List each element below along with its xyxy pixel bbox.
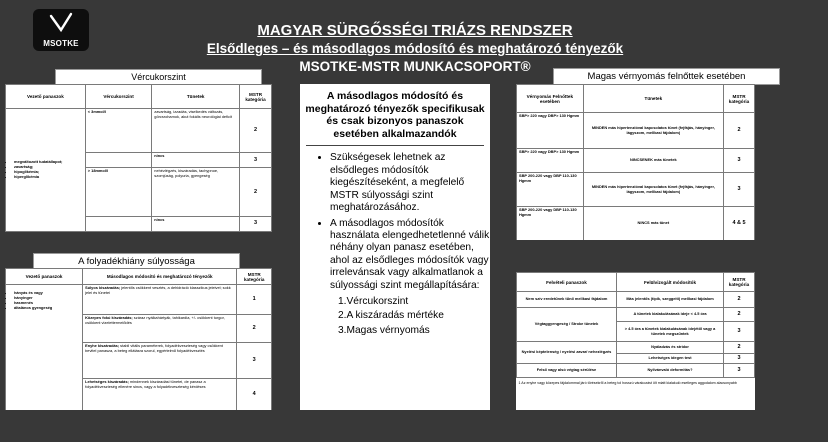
category-cell: 3	[724, 354, 755, 364]
symptom-cell: nincs	[152, 153, 240, 168]
blood-sugar-table	[5, 84, 272, 232]
bullet-text: • A másodlagos módosítók használata elengedhetetlenné válik néhány olyan panasz esetében, ahol az elsődleges módosítók vagy irrelevánsak vagy alkalmatlanok a súlyossági szint megállapítására:	[330, 218, 490, 293]
bp-cell: SBP 200-220 vagy DBP 110-130 Hgmm	[517, 207, 584, 241]
category-cell: 2	[724, 308, 755, 322]
level-cell	[85, 153, 152, 168]
level-cell: < 3mmol/l	[85, 109, 152, 153]
category-cell: 1	[237, 285, 272, 315]
list-item: • hipoglikémia;	[14, 170, 83, 175]
header-cell: Vezető panaszok	[6, 269, 83, 285]
modifier-cell: Lehetséges idegen test	[616, 354, 723, 364]
logo-text: MSOTKE	[43, 39, 79, 48]
divider	[306, 145, 484, 146]
complaint-cell: Nem szív eredetűnek tűnő mellkasi fájdalom	[517, 292, 617, 308]
explanation-panel	[300, 84, 490, 410]
category-cell: 3	[724, 173, 755, 207]
modifier-list-item: 1.Vércukorszint	[338, 296, 409, 308]
category-cell: 2	[240, 109, 272, 153]
complaint-cell: Nyelési képtelenség / nyelési zavar/ nehezlégzés	[517, 342, 617, 364]
blood-sugar-label: Vércukorszint	[55, 69, 262, 85]
category-cell: 4 & 5	[724, 207, 755, 241]
header-cell: Felvételi panaszok	[517, 273, 617, 292]
complaints-cell	[6, 285, 83, 411]
modifier-text: száraz nyálkahártyák, tahikardia, +/- csökkent turgor, csökkent vizelettermelődés	[85, 315, 225, 325]
hypertension-table	[516, 84, 755, 240]
symptom-cell: zavartság, izzadás, viselkedés változás, görcsrohamok, akut fokális neurológiai deficit	[152, 109, 240, 153]
bp-cell: SBP> 220 vagy DBP> 130 Hgmm	[517, 113, 584, 149]
header-cell: Másodlagos módosító és meghatározó tényezők	[83, 269, 237, 285]
header-cell: Tünetek	[152, 85, 240, 109]
symptom-cell: MINDEN más hipertenzióval kapcsolatos tünet (fejfájás, hányinger, lágyszom, mellkasi fájdalom)	[583, 173, 723, 207]
modifier-text: mindennek kiszáradási tünetei, de panasz a folyadékveszteség ellenére sincs, vagy a folyadékveszteség kérdéses	[85, 379, 206, 389]
bp-cell: SBP> 220 vagy DBP> 130 Hgmm	[517, 149, 584, 173]
level-cell: > 18mmol/l	[85, 168, 152, 216]
header-cell: Vércukorszint	[85, 85, 152, 109]
modifier-cell	[83, 285, 237, 315]
level-cell	[85, 216, 152, 231]
list-item: • zavartság;	[14, 165, 83, 170]
bp-cell: SBP 200-220 vagy DBP 110-130 Hgmm	[517, 173, 584, 207]
modifier-cell	[83, 343, 237, 379]
header-cell: MSTR kategória	[724, 273, 755, 292]
complaint-cell: Felső vagy alsó végtag sérülése	[517, 364, 617, 378]
category-cell: 4	[237, 379, 272, 411]
header-cell: MSTR kategória	[724, 85, 755, 113]
modifier-list-item: 2.A kiszáradás mértéke	[338, 310, 444, 322]
page-title: MAGYAR SÜRGŐSSÉGI TRIÁZS RENDSZER	[257, 22, 573, 39]
header-cell: Felülvizsgált módosítók	[616, 273, 723, 292]
page-subtitle: Elsődleges – és másodlagos módosító és meghatározó tényezők	[206, 41, 624, 56]
hypertension-label: Magas vérnyomás felnőttek esetében	[553, 68, 780, 85]
list-item: • hányás és vagy	[14, 291, 80, 296]
category-cell: 2	[237, 315, 272, 343]
modifier-title: Enyhe kiszáradás;	[85, 343, 120, 348]
modifier-cell: Nyáladzás és stridor	[616, 342, 723, 354]
modifier-cell	[83, 315, 237, 343]
category-cell: 3	[724, 149, 755, 173]
modifier-title: Lehetséges kiszáradás;	[85, 379, 129, 384]
symptom-cell: MINDEN más hipertenzióval kapcsolatos tünet (fejfájás, hányinger, lágyszom, mellkasi fájdalom)	[583, 113, 723, 149]
symptom-cell: nehézlégzés, kiszáradás, tachypnoe, szomjúság, polyuria, gyengeség	[152, 168, 240, 216]
working-group-title: MSOTKE-MSTR MUNKACSOPORT®	[299, 59, 531, 74]
category-cell: 2	[724, 342, 755, 354]
list-item: • hiperglikémia	[14, 175, 83, 180]
category-cell: 3	[240, 216, 272, 231]
category-cell: 2	[240, 168, 272, 216]
modifier-title: Közepes fokú kiszáradás;	[85, 315, 133, 320]
symptom-cell: NINCSENEK más tünetek	[583, 149, 723, 173]
modifier-cell: > 4.5 óra a tünetek kialakulásának idejétől vagy a tünetek megszűntek	[616, 322, 723, 342]
modifier-text: jelentős csökkent vesztés, a dehidráció klasszikus jeleivel; sokk jelei és tünetei	[85, 285, 231, 295]
category-cell: 3	[237, 343, 272, 379]
modifier-title: Súlyos kiszáradás;	[85, 285, 121, 290]
list-item: • általános gyengeség	[14, 306, 80, 311]
modifier-cell	[83, 379, 237, 411]
fluid-deficit-table	[5, 268, 272, 410]
modifier-list-item: 3.Magas vérnyomás	[338, 324, 430, 336]
category-cell: 3	[724, 322, 755, 342]
category-cell: 2	[724, 113, 755, 149]
modifier-cell: Más jelentős (tipik, szeggeiti) mellkasi fájdalom	[616, 292, 723, 308]
list-item: • hasmenés	[14, 301, 80, 306]
header-cell: MSTR kategória	[237, 269, 272, 285]
fluid-deficit-label: A folyadékhiány súlyossága	[33, 253, 240, 270]
symptom-cell: nincs	[152, 216, 240, 231]
modifier-cell: A tünetek kialakulásának ideje < 4.5 óra	[616, 308, 723, 322]
header-cell: MSTR kategória	[240, 85, 272, 109]
explanation-heading: A másodlagos módosító és meghatározó tényezők specifikusak és csak bizonyos panaszok esetében alkalmazandók	[305, 90, 485, 140]
modifier-text: stabil vitális paraméterek, folyadékveszteség vagy csökkent bevitel panasza, a beteg ellátásra szorul, egyértelmű folyadékvesztés	[85, 343, 223, 353]
symptom-cell: NINCS más tünet	[583, 207, 723, 241]
category-cell: 3	[240, 153, 272, 168]
admission-complaints-table	[516, 272, 755, 410]
list-item: • megváltozott tudatállapot;	[14, 160, 83, 165]
header-cell: Vezető panaszok	[6, 85, 86, 109]
bullet-text: • Szükségesek lehetnek az elsődleges módosítók kiegészítéseként, a megfelelő MSTR súlyossági szint meghatározásához.	[330, 152, 490, 214]
header-cell: Tünetek	[583, 85, 723, 113]
category-cell: 2	[724, 292, 755, 308]
footnote: 1 Az enyhe vagy közepes fájdalommal járó törésekről a beteg tol hosszú várakozást ölt miatt kialakuló esetleges aggodalom alacsonyabb	[518, 381, 737, 385]
list-item: • hányinger	[14, 296, 80, 301]
logo-emblem-icon	[47, 12, 75, 36]
msotke-logo	[33, 9, 89, 51]
complaints-cell	[6, 109, 86, 232]
category-cell: 3	[724, 364, 755, 378]
modifier-cell: Nyilvánvaló deformitás?	[616, 364, 723, 378]
complaint-cell: Végtaggyengeség / Stroke tünetek	[517, 308, 617, 342]
header-cell: Vérnyomás Felnőttek esetében	[517, 85, 584, 113]
